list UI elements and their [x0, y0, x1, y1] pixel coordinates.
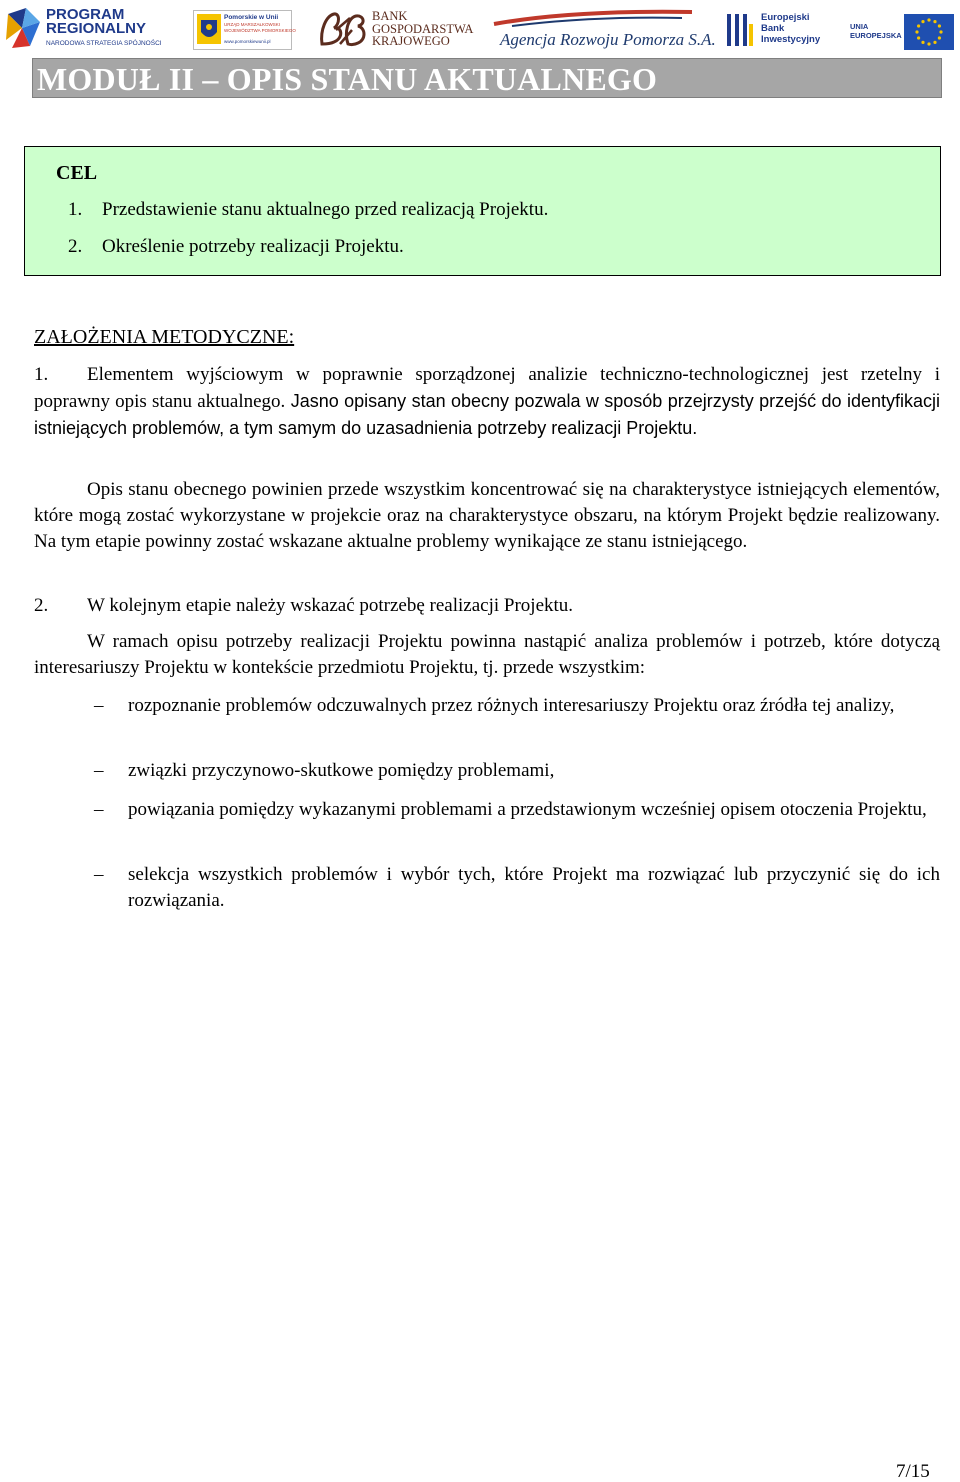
program-regionalny-star-icon [4, 6, 44, 50]
bgk-line1: BANK [372, 9, 408, 23]
needs-text: W ramach opisu potrzeby realizacji Projektu powinna nastąpić analiza problemów i potrzeb, które dotyczą interesariuszy Projektu w kontekście przedmiotu Projektu, tj. przede wszystkim: [34, 631, 940, 678]
bgk-logo [318, 4, 478, 52]
goal-title: CEL [56, 162, 98, 184]
list-item-text: powiązania pomiędzy wykazanymi problemami a przedstawionym wcześniej opisem otoczenia Projektu, [128, 799, 927, 820]
ebi-logo [725, 4, 835, 52]
goal-item-number: 2. [68, 236, 83, 257]
list-item-text: rozpoznanie problemów odczuwalnych przez różnych interesariuszy Projektu oraz źródła tej analizy, [128, 695, 895, 716]
ebi-line3: Inwestycyjny [761, 34, 821, 45]
needs-paragraph [34, 629, 940, 681]
dash-bullet: – [94, 695, 104, 716]
methodology-item-1 [34, 362, 940, 442]
pomorskie-w-unii-logo [193, 10, 296, 50]
bgk-monogram-icon [318, 10, 370, 48]
list-item [94, 797, 940, 823]
item-number: 2. [34, 595, 49, 616]
goal-item-text: Określenie potrzeby realizacji Projektu. [102, 236, 404, 257]
arp-logo [492, 4, 716, 52]
dash-bullet: – [94, 864, 104, 885]
eu-flag-icon [904, 14, 954, 50]
logo-strip [0, 0, 960, 56]
item-number: 1. [34, 364, 49, 385]
arp-name: Agencja Rozwoju Pomorza S.A. [500, 30, 716, 49]
program-label: PROGRAM [46, 6, 125, 23]
goal-item-number: 1. [68, 199, 83, 220]
module-header [32, 58, 942, 98]
regionalny-label: REGIONALNY [46, 20, 147, 37]
bgk-line3: KRAJOWEGO [372, 34, 450, 48]
item2-text: W kolejnym etapie należy wskazać potrzebę realizacji Projektu. [87, 595, 574, 616]
arp-swoosh-icon [492, 8, 697, 28]
item1-text-a: Elementem wyjściowym w poprawnie sporządzonej analizie techniczno-technologicznej jest rzetelny i poprawny opis stanu aktualnego. [34, 364, 940, 412]
goal-item [68, 198, 548, 222]
page-number: 7/15 [896, 1461, 930, 1482]
dash-bullet: – [94, 799, 104, 820]
ue-line1: UNIA [850, 22, 869, 31]
pomorskie-url: www.pomorskiewunii.pl [224, 39, 271, 44]
nss-label: NARODOWA STRATEGIA SPÓJNOŚCI [46, 40, 162, 47]
bgk-line2: GOSPODARSTWA [372, 21, 474, 36]
dash-bullet: – [94, 760, 104, 781]
state-description-paragraph [34, 477, 940, 555]
goal-item [68, 235, 404, 259]
pomorskie-sub2: WOJEWÓDZTWA POMORSKIEGO [224, 27, 296, 33]
list-item-text: selekcja wszystkich problemów i wybór tych, które Projekt ma rozwiązać lub przyczynić się do ich rozwiązania. [128, 864, 940, 911]
ebi-line1: Europejski [761, 12, 810, 23]
ebi-bars-icon [725, 12, 755, 48]
methodology-item-2 [34, 593, 940, 619]
pomorskie-title: Pomorskie w Unii [224, 14, 279, 21]
ue-line2: EUROPEJSKA [850, 31, 902, 40]
item1-text-b: Jasno opisany stan obecny pozwala w sposób przejrzysty przejść do identyfikacji istniejących problemów, a tym samym do uzasadnienia potrzeby realizacji Projektu. [34, 391, 940, 438]
list-item [94, 758, 940, 784]
goal-box [24, 146, 941, 276]
pomorskie-sub1: URZĄD MARSZAŁKOWSKI [224, 22, 281, 27]
ue-logo [850, 4, 956, 52]
program-regionalny-logo [4, 4, 170, 52]
module-title: MODUŁ II – OPIS STANU AKTUALNEGO [37, 61, 658, 97]
pomorskie-flag-icon [197, 14, 221, 44]
list-item [94, 693, 940, 719]
state-description-text: Opis stanu obecnego powinien przede wszystkim koncentrować się na charakterystyce istniejących elementów, które mogą zostać wykorzystane w projekcie oraz na charakterystyce obszaru, na którym Projekt będzie realizowany. Na tym etapie powinny zostać wskazane aktualne problemy wynikające ze stanu istniejącego. [34, 479, 940, 552]
list-item-text: związki przyczynowo-skutkowe pomiędzy problemami, [128, 760, 555, 781]
goal-item-text: Przedstawienie stanu aktualnego przed realizacją Projektu. [102, 199, 549, 220]
list-item [94, 862, 940, 914]
methodology-title: ZAŁOŻENIA METODYCZNE: [34, 326, 295, 348]
ebi-line2: Bank [761, 23, 785, 34]
